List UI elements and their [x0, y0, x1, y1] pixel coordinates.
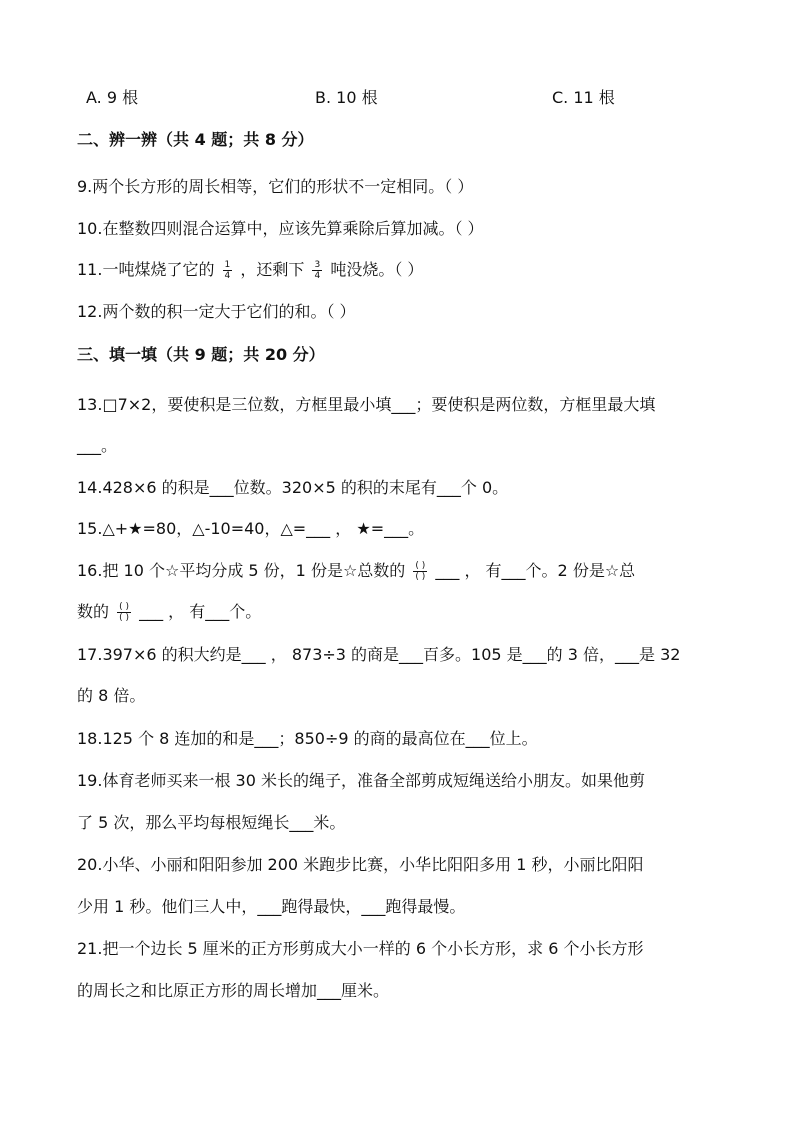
question-16-text-1: 16.把 10 个☆平均分成 5 份，1 份是☆总数的	[77, 561, 406, 580]
fraction-numerator: ( )	[415, 561, 426, 571]
question-15: 15.△+★=80，△-10=40，△=___ ， ★=___。	[77, 519, 425, 538]
fraction-blank	[117, 602, 131, 623]
question-9: 9.两个长方形的周长相等，它们的形状不一定相同。（ ）	[77, 177, 474, 196]
fraction-numerator: 1	[224, 260, 231, 270]
question-14: 14.428×6 的积是___位数。320×5 的积的末尾有___个 0。	[77, 478, 509, 497]
fraction-denominator: 4	[224, 271, 231, 281]
question-20-line-1: 20.小华、小丽和阳阳参加 200 米跑步比赛，小华比阳阳多用 1 秒，小丽比阳阳	[77, 855, 644, 874]
question-11-text-3: 吨没烧。（ ）	[330, 260, 424, 279]
question-17-line-1: 17.397×6 的积大约是___ ， 873÷3 的商是___百多。105 是___的 3 倍，___是 32	[77, 645, 681, 664]
question-18: 18.125 个 8 连加的和是___；850÷9 的商的最高位在___位上。	[77, 729, 538, 748]
question-11-text-2: ，还剩下	[240, 260, 305, 279]
question-16-line-2-text-1: 数的	[77, 602, 110, 621]
fraction-denominator: 4	[314, 271, 321, 281]
question-16-line-2-text-2: ___ ， 有___个。	[139, 602, 262, 621]
fraction-denominator: ( )	[415, 572, 426, 582]
question-16-line-1	[77, 561, 635, 582]
question-21-line-2: 的周长之和比原正方形的周长增加___厘米。	[77, 981, 390, 1000]
question-19-line-1: 19.体育老师买来一根 30 米长的绳子，准备全部剪成短绳送给小朋友。如果他剪	[77, 771, 645, 790]
option-c: C. 11 根	[552, 88, 615, 107]
question-16-text-2: ___ ， 有___个。2 份是☆总	[435, 561, 636, 580]
fraction-blank	[413, 561, 427, 582]
question-11-text-1: 11.一吨煤烧了它的	[77, 260, 215, 279]
question-11	[77, 260, 423, 281]
section-3-heading: 三、填一填（共 9 题；共 20 分）	[77, 345, 325, 364]
section-2-heading: 二、辨一辨（共 4 题；共 8 分）	[77, 130, 314, 149]
question-17-line-2: 的 8 倍。	[77, 686, 146, 705]
question-12: 12.两个数的积一定大于它们的和。（ ）	[77, 302, 356, 321]
option-a: A. 9 根	[86, 88, 139, 107]
option-b: B. 10 根	[315, 88, 378, 107]
question-13-line-1: 13.□7×2，要使积是三位数，方框里最小填___；要使积是两位数，方框里最大填	[77, 395, 656, 414]
question-10: 10.在整数四则混合运算中，应该先算乘除后算加减。（ ）	[77, 219, 484, 238]
fraction-three-quarters	[312, 260, 322, 281]
fraction-one-quarter	[223, 260, 233, 281]
question-20-line-2: 少用 1 秒。他们三人中，___跑得最快，___跑得最慢。	[77, 897, 466, 916]
question-16-line-2	[77, 602, 261, 623]
question-21-line-1: 21.把一个边长 5 厘米的正方形剪成大小一样的 6 个小长方形，求 6 个小长方形	[77, 939, 644, 958]
fraction-numerator: ( )	[119, 602, 129, 612]
question-19-line-2: 了 5 次，那么平均每根短绳长___米。	[77, 813, 346, 832]
fraction-denominator: ( )	[119, 613, 129, 623]
question-13-line-2: ___。	[77, 436, 118, 455]
fraction-numerator: 3	[314, 260, 321, 270]
